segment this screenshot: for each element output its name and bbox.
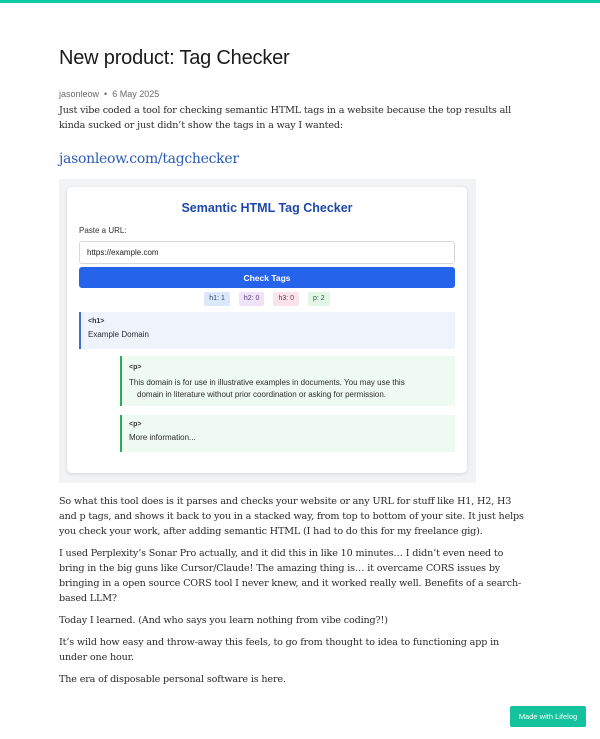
block-tag: <p> [129, 364, 142, 371]
post-intro: Just vibe coded a tool for checking semantic HTML tags in a website because the top results all kinda sucked or just didn’t show the tags in a way I wanted: [59, 105, 511, 131]
url-label: Paste a URL: [79, 226, 127, 235]
url-input[interactable] [79, 241, 455, 264]
block-text-line1: This domain is for use in illustrative examples in documents. You may use this [129, 377, 405, 387]
block-text [129, 377, 448, 402]
made-with-lifelog-button[interactable]: Made with Lifelog [510, 706, 586, 727]
result-block-p [120, 415, 455, 452]
tag-counts [67, 292, 467, 306]
tagchecker-link[interactable]: jasonleow.com/tagchecker [59, 151, 239, 167]
tag-checker-screenshot [59, 179, 476, 483]
meta-separator: • [104, 89, 108, 99]
body-paragraph: I used Perplexity’s Sonar Pro actually, and it did this in like 10 minutes… I didn’t even need to bring in the big guns like Cursor/Claude! The amazing thing is… it overcame CORS issues by bringing in a open source CORS tool I never knew, and it worked really well. Benefits of a search-based LLM? [59, 548, 522, 604]
tag-checker-card [67, 187, 467, 473]
block-text: More information... [129, 433, 196, 442]
block-text-line2: domain in literature without prior coordination or asking for permission. [137, 390, 387, 399]
body-paragraph: The era of disposable personal software is here. [59, 674, 286, 685]
body-paragraph: Today I learned. (And who says you learn nothing from vibe coding?!) [59, 615, 388, 626]
count-badge-h1: h1: 1 [204, 292, 230, 306]
result-block-p [120, 356, 455, 406]
body-paragraph: It’s wild how easy and throw-away this feels, to go from thought to idea to functioning app in under one hour. [59, 637, 500, 663]
count-badge-h2: h2: 0 [239, 292, 265, 306]
post-date: 6 May 2025 [112, 89, 160, 99]
block-text: Example Domain [88, 330, 149, 339]
post-body [59, 494, 529, 694]
post [59, 44, 529, 168]
check-tags-button[interactable]: Check Tags [79, 267, 455, 288]
body-paragraph: So what this tool does is it parses and checks your website or any URL for stuff like H1, H2, H3 and p tags, and shows it back to you in a stacked way, from top to bottom of your site. It just helps you check your work, after adding semantic HTML (I had to do this for my freelance gig). [59, 496, 524, 537]
accent-top-bar [0, 0, 600, 3]
count-badge-h3: h3: 0 [273, 292, 299, 306]
block-tag: <p> [129, 421, 142, 428]
result-block-h1 [79, 312, 455, 349]
app-title: Semantic HTML Tag Checker [181, 201, 353, 215]
block-tag: <h1> [88, 318, 105, 325]
count-badge-p: p: 2 [308, 292, 330, 306]
post-author[interactable]: jasonleow [59, 89, 100, 99]
post-meta [59, 88, 529, 100]
post-title: New product: Tag Checker [59, 47, 290, 69]
